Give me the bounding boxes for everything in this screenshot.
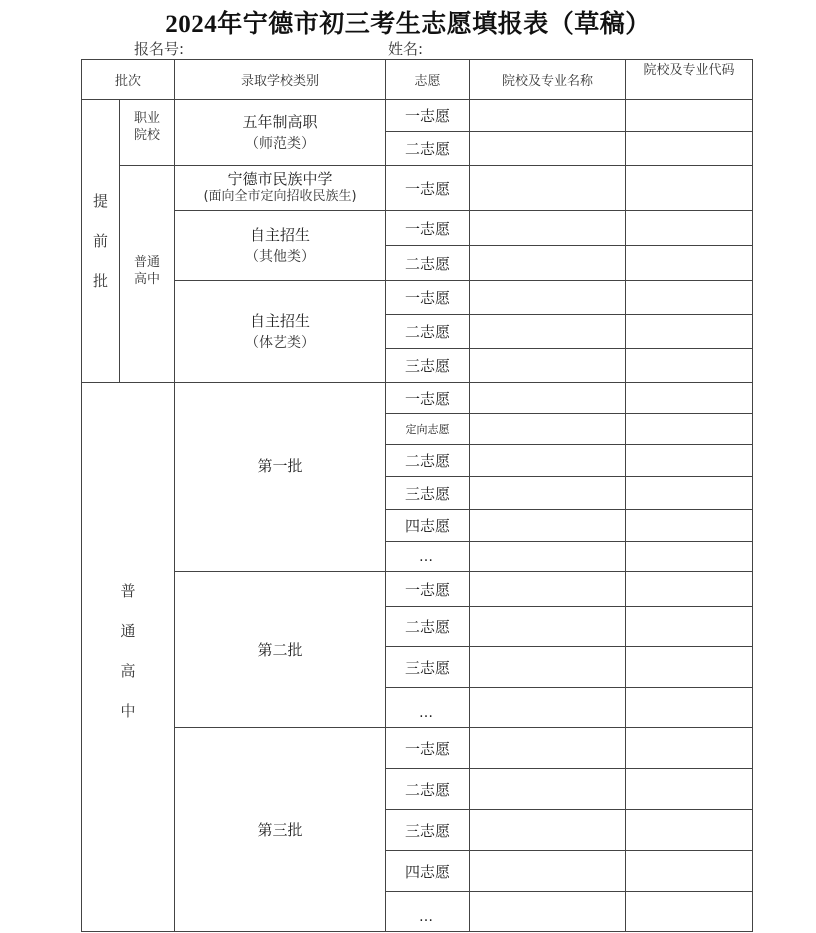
wish-label: 三志愿 (386, 647, 470, 688)
school-major-code-input[interactable] (626, 851, 753, 892)
school-major-code-input[interactable] (626, 769, 753, 810)
school-major-code-input[interactable] (626, 166, 753, 211)
general-section-label: 普 通 高 中 (82, 383, 175, 932)
wish-label: 二志愿 (386, 246, 470, 281)
category-batch-2: 第二批 (175, 572, 386, 728)
school-major-name-input[interactable] (470, 647, 626, 688)
school-major-name-input[interactable] (470, 414, 626, 445)
school-major-code-input[interactable] (626, 892, 753, 932)
header-row (82, 60, 753, 100)
wish-label: 一志愿 (386, 211, 470, 246)
school-major-code-input[interactable] (626, 349, 753, 383)
school-major-code-input[interactable] (626, 315, 753, 349)
school-major-code-input[interactable] (626, 607, 753, 647)
table-row (82, 281, 753, 315)
wish-label: 定向志愿 (386, 414, 470, 445)
school-major-name-input[interactable] (470, 383, 626, 414)
wish-label: 四志愿 (386, 851, 470, 892)
header-school-major-code: 院校及专业代码 (626, 60, 753, 100)
early-batch-label: 提 前 批 (82, 100, 120, 383)
wish-label: 二志愿 (386, 607, 470, 647)
school-major-name-input[interactable] (470, 349, 626, 383)
name-label: 姓名: (388, 40, 424, 58)
school-major-code-input[interactable] (626, 728, 753, 769)
general-high-label: 普通 高中 (120, 166, 175, 383)
school-major-code-input[interactable] (626, 383, 753, 414)
category-batch-1: 第一批 (175, 383, 386, 572)
school-major-code-input[interactable] (626, 647, 753, 688)
school-major-code-input[interactable] (626, 132, 753, 166)
header-category: 录取学校类别 (175, 60, 386, 100)
school-major-name-input[interactable] (470, 477, 626, 510)
school-major-name-input[interactable] (470, 100, 626, 132)
school-major-name-input[interactable] (470, 445, 626, 477)
school-major-code-input[interactable] (626, 572, 753, 607)
category-batch-3: 第三批 (175, 728, 386, 932)
school-major-name-input[interactable] (470, 688, 626, 728)
school-major-name-input[interactable] (470, 769, 626, 810)
application-form-table (81, 59, 753, 932)
wish-label: 四志愿 (386, 510, 470, 542)
wish-label: 一志愿 (386, 728, 470, 769)
school-major-name-input[interactable] (470, 132, 626, 166)
school-major-name-input[interactable] (470, 166, 626, 211)
wish-label: 二志愿 (386, 315, 470, 349)
wish-label: 二志愿 (386, 132, 470, 166)
school-major-name-input[interactable] (470, 211, 626, 246)
table-row (82, 383, 753, 414)
header-wish: 志愿 (386, 60, 470, 100)
category-self-enroll-arts: 自主招生 （体艺类） (175, 281, 386, 383)
table-row (82, 572, 753, 607)
school-major-name-input[interactable] (470, 542, 626, 572)
table-row (82, 100, 753, 132)
table-row (82, 728, 753, 769)
school-major-name-input[interactable] (470, 851, 626, 892)
school-major-code-input[interactable] (626, 414, 753, 445)
wish-label: 一志愿 (386, 383, 470, 414)
school-major-code-input[interactable] (626, 100, 753, 132)
school-major-name-input[interactable] (470, 892, 626, 932)
wish-label: 三志愿 (386, 477, 470, 510)
header-school-major-name: 院校及专业名称 (470, 60, 626, 100)
category-minzu-school: 宁德市民族中学 (面向全市定向招收民族生) (175, 166, 386, 211)
school-major-name-input[interactable] (470, 510, 626, 542)
school-major-name-input[interactable] (470, 315, 626, 349)
wish-label: 三志愿 (386, 810, 470, 851)
school-major-name-input[interactable] (470, 728, 626, 769)
header-batch: 批次 (82, 60, 175, 100)
wish-label: 一志愿 (386, 281, 470, 315)
wish-label: 一志愿 (386, 166, 470, 211)
school-major-name-input[interactable] (470, 281, 626, 315)
wish-label: 一志愿 (386, 100, 470, 132)
vocational-label: 职业 院校 (120, 100, 175, 166)
school-major-code-input[interactable] (626, 477, 753, 510)
page-title: 2024年宁德市初三考生志愿填报表（草稿） (165, 11, 651, 38)
school-major-code-input[interactable] (626, 445, 753, 477)
wish-label: 二志愿 (386, 445, 470, 477)
more-wishes-ellipsis: … (386, 688, 470, 728)
category-five-year-vocational: 五年制高职 （师范类） (175, 100, 386, 166)
school-major-code-input[interactable] (626, 211, 753, 246)
more-wishes-ellipsis: … (386, 892, 470, 932)
category-self-enroll-other: 自主招生 （其他类） (175, 211, 386, 281)
wish-label: 三志愿 (386, 349, 470, 383)
school-major-name-input[interactable] (470, 572, 626, 607)
school-major-code-input[interactable] (626, 542, 753, 572)
school-major-code-input[interactable] (626, 810, 753, 851)
school-major-name-input[interactable] (470, 246, 626, 281)
table-row (82, 211, 753, 246)
school-major-code-input[interactable] (626, 510, 753, 542)
more-wishes-ellipsis: … (386, 542, 470, 572)
school-major-code-input[interactable] (626, 246, 753, 281)
table-row (82, 166, 753, 211)
school-major-code-input[interactable] (626, 688, 753, 728)
school-major-name-input[interactable] (470, 810, 626, 851)
registration-number-label: 报名号: (134, 40, 185, 58)
school-major-code-input[interactable] (626, 281, 753, 315)
school-major-name-input[interactable] (470, 607, 626, 647)
wish-label: 二志愿 (386, 769, 470, 810)
wish-label: 一志愿 (386, 572, 470, 607)
